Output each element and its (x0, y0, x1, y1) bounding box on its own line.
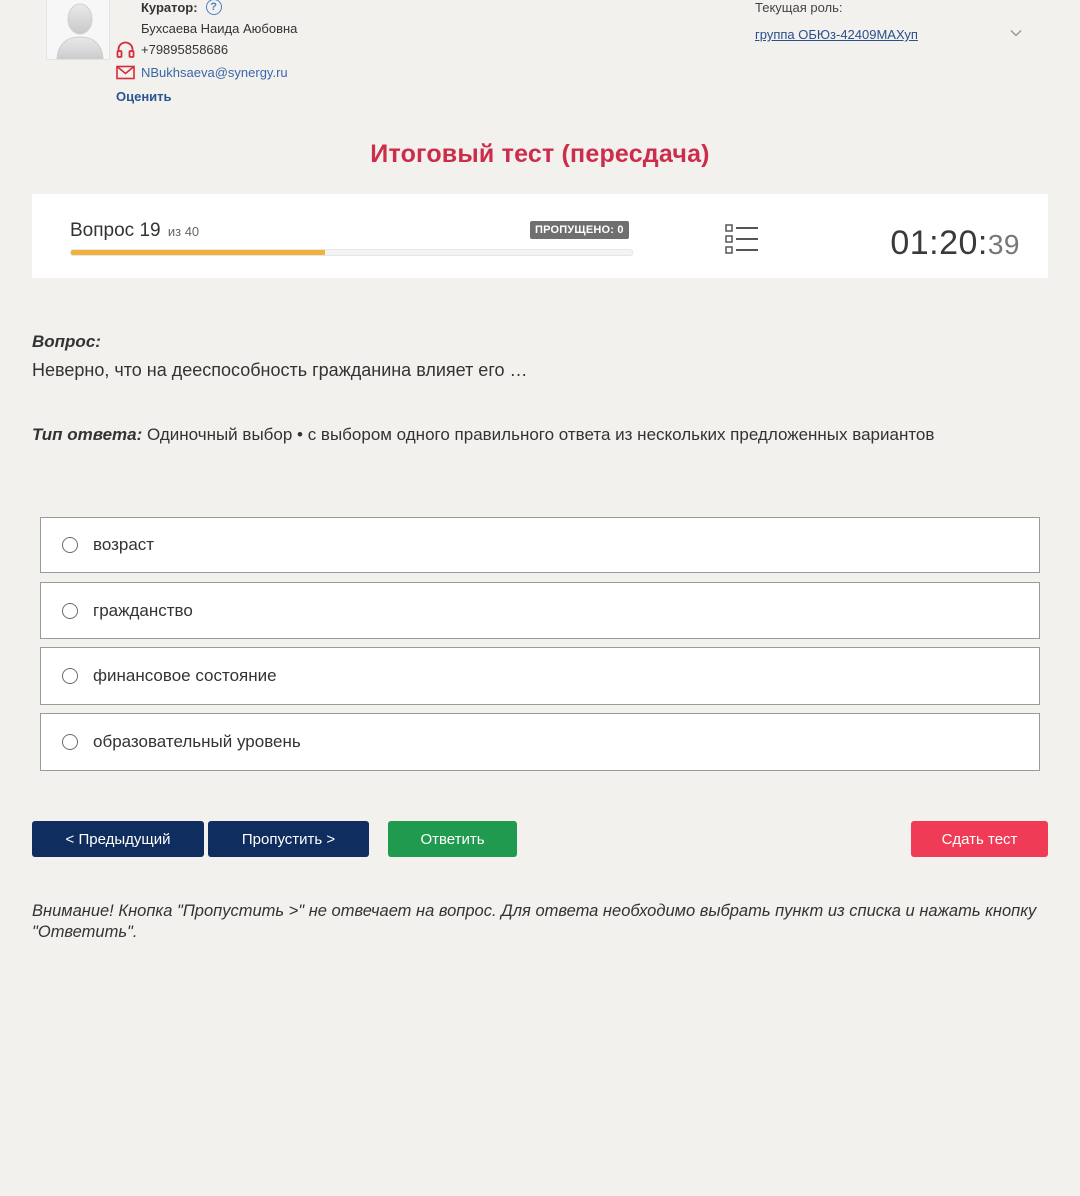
answer-option-label: финансовое состояние (93, 666, 277, 685)
answer-options (40, 517, 1040, 780)
curator-name: Бухсаева Наида Аюбовна (141, 21, 298, 36)
skipped-badge: ПРОПУЩЕНО: 0 (530, 221, 629, 239)
role-select-value: группа ОБЮз-42409МАХуп (755, 27, 918, 42)
answer-option-label: гражданство (93, 600, 193, 620)
radio-button[interactable] (62, 603, 78, 619)
answer-option[interactable] (40, 647, 1040, 705)
chevron-down-icon (1009, 26, 1023, 40)
submit-test-button[interactable]: Сдать тест (911, 821, 1048, 857)
progress-card (32, 194, 1048, 278)
answer-option[interactable] (40, 713, 1040, 771)
question-total: из 40 (167, 224, 200, 239)
skip-button[interactable]: Пропустить > (208, 821, 369, 857)
headset-icon (116, 41, 135, 59)
answer-button[interactable]: Ответить (388, 821, 517, 857)
question-number: Вопрос 19 (70, 220, 161, 241)
curator-phone: +79895858686 (141, 42, 229, 57)
progress-bar (70, 249, 633, 256)
skip-notice: Внимание! Кнопка "Пропустить >" не отвечает на вопрос. Для ответа необходимо выбрать пункт из списка и нажать кнопку "Ответить". (32, 902, 1037, 941)
previous-button[interactable]: < Предыдущий (32, 821, 204, 857)
answer-type-label: Тип ответа: (32, 425, 143, 444)
rate-curator-link[interactable]: Оценить (116, 89, 172, 104)
user-silhouette-icon (47, 0, 110, 60)
timer-main: 01:20: (890, 224, 988, 262)
radio-button[interactable] (62, 734, 78, 750)
curator-heading (141, 0, 222, 15)
question-counter (70, 220, 199, 242)
answer-type (32, 425, 934, 445)
test-title: Итоговый тест (пересдача) (370, 140, 710, 168)
radio-button[interactable] (62, 537, 78, 553)
question-label: Вопрос: (32, 332, 101, 351)
help-icon[interactable]: ? (206, 0, 222, 15)
answer-option-label: возраст (93, 535, 155, 554)
role-select[interactable] (755, 26, 1027, 46)
answer-option[interactable] (40, 517, 1040, 573)
progress-bar-fill (71, 250, 325, 255)
countdown-timer (890, 224, 1020, 263)
curator-email-link[interactable]: NBukhsaeva@synergy.ru (141, 65, 288, 80)
current-role-label: Текущая роль: (755, 0, 843, 15)
answer-type-value: Одиночный выбор • с выбором одного правильного ответа из нескольких предложенных вариантов (142, 425, 935, 444)
question-list-icon[interactable] (724, 222, 760, 256)
curator-heading-label: Куратор: (141, 0, 198, 15)
answer-option-label: образовательный уровень (93, 732, 301, 751)
radio-button[interactable] (62, 668, 78, 684)
curator-avatar (46, 0, 110, 60)
question-text: Неверно, что на дееспособность гражданина влияет его … (32, 360, 528, 380)
answer-option[interactable] (40, 582, 1040, 639)
mail-icon (116, 65, 135, 80)
timer-seconds: 39 (987, 229, 1020, 260)
